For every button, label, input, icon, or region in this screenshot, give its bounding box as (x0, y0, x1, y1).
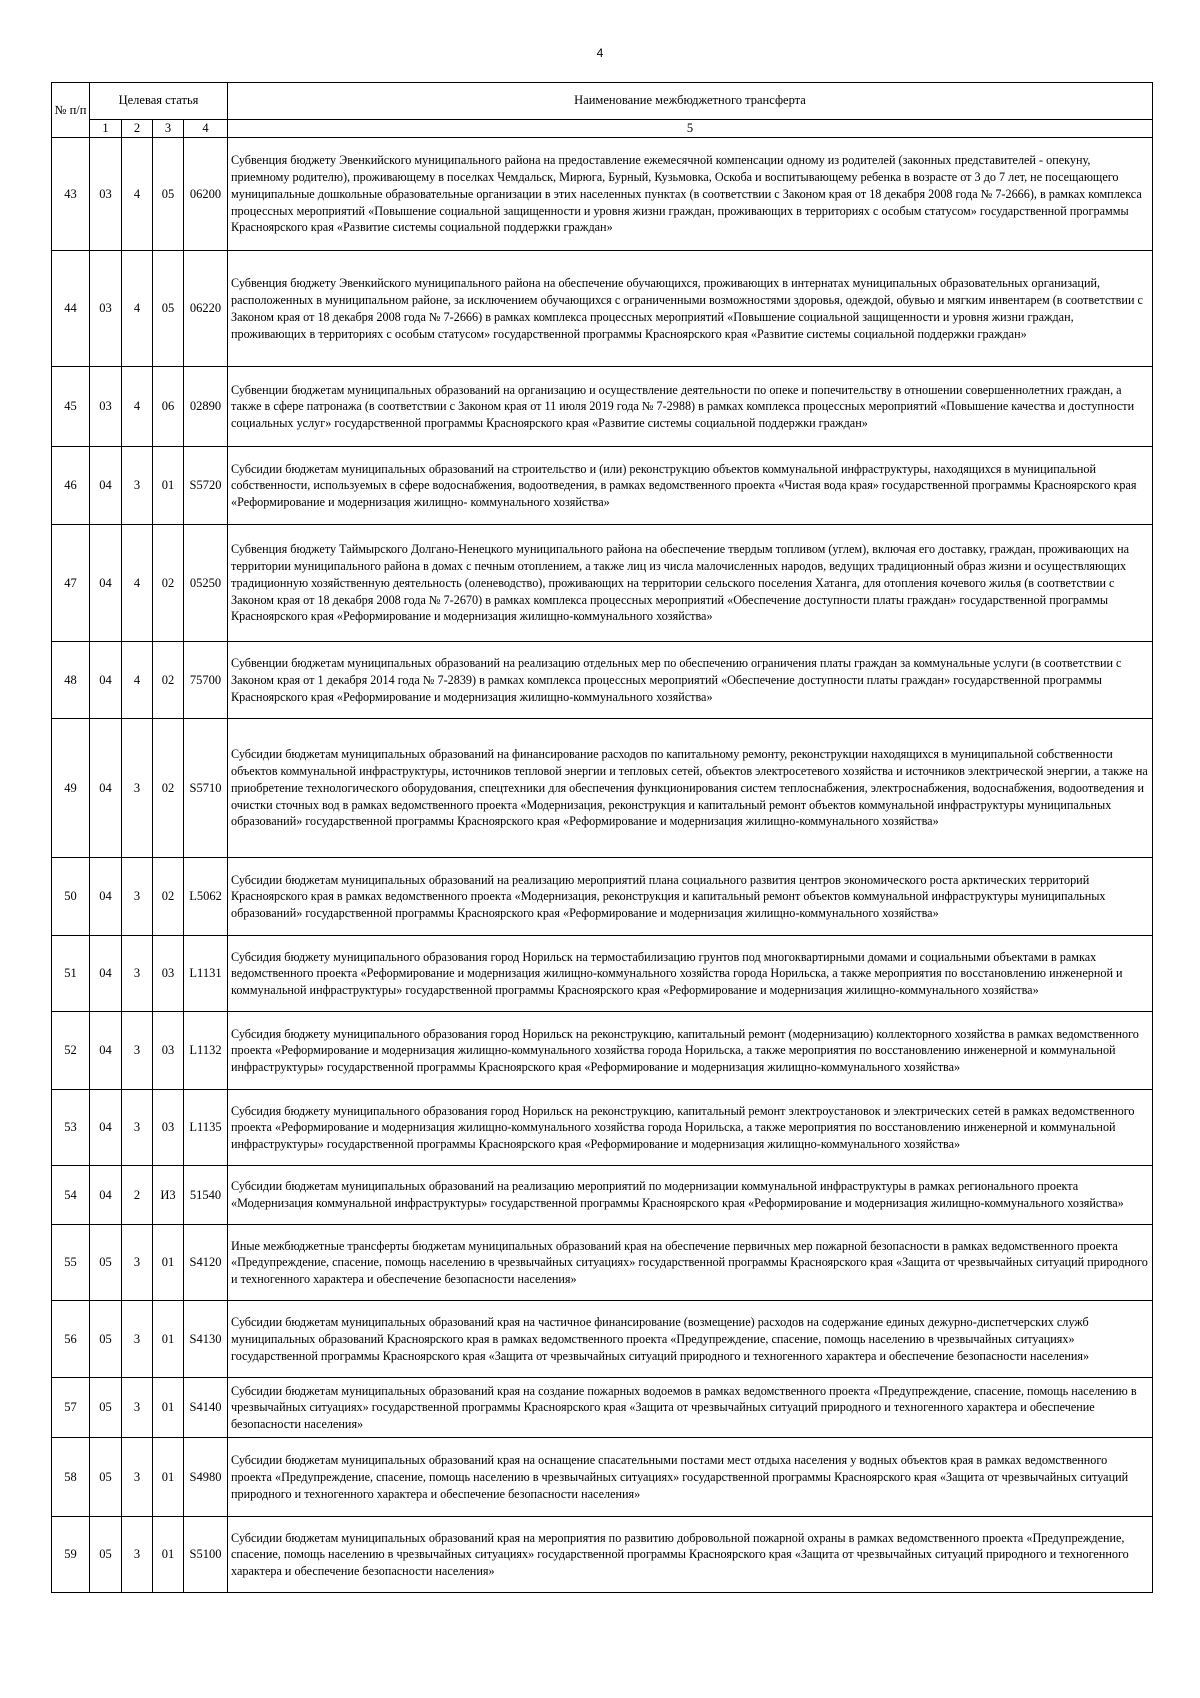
code-part-3: 01 (153, 1438, 184, 1517)
code-part-2: 4 (122, 138, 153, 251)
code-part-1: 03 (90, 138, 122, 251)
transfer-name: Субсидии бюджетам муниципальных образований на реализацию мероприятий по модернизации коммунальной инфраструктуры в рамках регионального проекта «Модернизация коммунальной инфраструктуры» государственной программы Красноярского края «Реформирование и модернизация жилищно-коммунального хозяйства» (228, 1166, 1153, 1225)
code-part-1: 04 (90, 719, 122, 858)
code-part-2: 3 (122, 447, 153, 525)
code-part-1: 05 (90, 1438, 122, 1517)
code-part-3: 01 (153, 447, 184, 525)
row-number: 53 (52, 1090, 90, 1166)
code-part-4: S5100 (184, 1517, 228, 1593)
row-number: 47 (52, 525, 90, 642)
code-part-2: 3 (122, 1012, 153, 1090)
table-row (52, 1166, 1153, 1225)
code-part-1: 04 (90, 1012, 122, 1090)
code-part-1: 04 (90, 447, 122, 525)
code-part-1: 03 (90, 251, 122, 367)
column-number: 3 (153, 120, 184, 138)
code-part-3: 05 (153, 251, 184, 367)
code-part-4: 51540 (184, 1166, 228, 1225)
column-number-row (52, 120, 1153, 138)
code-part-2: 3 (122, 858, 153, 936)
transfer-name: Субсидия бюджету муниципального образования город Норильск на термостабилизацию грунтов под многоквартирными домами и социальными объектами в рамках ведомственного проекта «Реформирование и модернизация жилищно-коммунального хозяйства города Норильска, а также мероприятия по восстановлению инженерной и коммунальной инфраструктуры» государственной программы Красноярского края «Реформирование и модернизация жилищно-коммунального хозяйства» (228, 936, 1153, 1012)
code-part-4: L1132 (184, 1012, 228, 1090)
transfer-name: Субвенции бюджетам муниципальных образований на организацию и осуществление деятельности по опеке и попечительству в отношении совершеннолетних граждан, а также в сфере патронажа (в соответствии с Законом края от 11 июля 2019 года № 7-2988) в рамках комплекса процессных мероприятий «Повышение качества и доступности социальных услуг» государственной программы Красноярского края «Развитие системы социальной поддержки граждан» (228, 367, 1153, 447)
transfer-name: Субсидия бюджету муниципального образования город Норильск на реконструкцию, капитальный ремонт (модернизацию) коллекторного хозяйства в рамках ведомственного проекта «Реформирование и модернизация жилищно-коммунального хозяйства города Норильска, а также мероприятия по восстановлению инженерной и коммунальной инфраструктуры» государственной программы Красноярского края «Реформирование и модернизация жилищно-коммунального хозяйства» (228, 1012, 1153, 1090)
transfer-name: Субвенции бюджетам муниципальных образований на реализацию отдельных мер по обеспечению ограничения платы граждан за коммунальные услуги (в соответствии с Законом края от 1 декабря 2014 года № 7-2839) в рамках комплекса процессных мероприятий «Обеспечение доступности платы граждан» государственной программы Красноярского края «Реформирование и модернизация жилищно-коммунального хозяйства» (228, 642, 1153, 719)
header-row (52, 83, 1153, 120)
transfer-name: Субсидии бюджетам муниципальных образований на реализацию мероприятий плана социального развития центров экономического роста арктических территорий Красноярского края в рамках ведомственного проекта «Модернизация, реконструкция и капитальный ремонт объектов коммунальной инфраструктуры муниципальных образований» государственной программы Красноярского края «Реформирование и модернизация жилищно-коммунального хозяйства» (228, 858, 1153, 936)
table-row (52, 1012, 1153, 1090)
transfer-name: Субсидии бюджетам муниципальных образований края на оснащение спасательными постами мест отдыха населения у водных объектов края в рамках ведомственного проекта «Предупреждение, спасение, помощь населению в чрезвычайных ситуациях» государственной программы Красноярского края «Защита от чрезвычайных ситуаций природного и техногенного характера и обеспечение безопасности населения» (228, 1438, 1153, 1517)
column-number: 1 (90, 120, 122, 138)
row-number: 56 (52, 1301, 90, 1378)
code-part-2: 3 (122, 1301, 153, 1378)
row-number: 50 (52, 858, 90, 936)
code-part-1: 04 (90, 525, 122, 642)
code-part-3: 01 (153, 1301, 184, 1378)
code-part-1: 03 (90, 367, 122, 447)
column-number: 4 (184, 120, 228, 138)
code-part-4: S5720 (184, 447, 228, 525)
code-part-4: 06220 (184, 251, 228, 367)
code-part-4: L5062 (184, 858, 228, 936)
table-row (52, 719, 1153, 858)
code-part-3: 05 (153, 138, 184, 251)
code-part-2: 3 (122, 1438, 153, 1517)
row-number: 52 (52, 1012, 90, 1090)
column-number: 2 (122, 120, 153, 138)
code-part-2: 3 (122, 719, 153, 858)
code-part-3: 01 (153, 1517, 184, 1593)
code-part-3: 02 (153, 525, 184, 642)
code-part-3: 01 (153, 1225, 184, 1301)
code-part-1: 04 (90, 858, 122, 936)
table-row (52, 1301, 1153, 1378)
code-part-2: 3 (122, 1517, 153, 1593)
target-article-header: Целевая статья (90, 83, 228, 120)
code-part-1: 05 (90, 1225, 122, 1301)
row-number: 57 (52, 1378, 90, 1438)
transfer-name: Субсидии бюджетам муниципальных образований на финансирование расходов по капитальному ремонту, реконструкции находящихся в муниципальной собственности объектов коммунальной инфраструктуры, источников тепловой энергии и тепловых сетей, объектов электросетевого хозяйства и источников электрической энергии, а также на приобретение технологического оборудования, спецтехники для обеспечения функционирования систем теплоснабжения, электроснабжения, водоснабжения, водоотведения и очистки сточных вод в рамках ведомственного проекта «Модернизация, реконструкция и капитальный ремонт объектов коммунальной инфраструктуры муниципальных образований» государственной программы Красноярского края «Реформирование и модернизация жилищно-коммунального хозяйства» (228, 719, 1153, 858)
code-part-4: L1135 (184, 1090, 228, 1166)
code-part-1: 05 (90, 1517, 122, 1593)
code-part-1: 04 (90, 1090, 122, 1166)
table-row (52, 525, 1153, 642)
table-row (52, 858, 1153, 936)
code-part-4: 06200 (184, 138, 228, 251)
code-part-4: 75700 (184, 642, 228, 719)
transfer-name: Субсидии бюджетам муниципальных образований на строительство и (или) реконструкцию объектов коммунальной инфраструктуры, находящихся в муниципальной собственности, используемых в сфере водоснабжения, водоотведения, в рамках ведомственного проекта «Чистая вода края» государственной программы Красноярского края «Реформирование и модернизация жилищно- коммунального хозяйства» (228, 447, 1153, 525)
code-part-3: 03 (153, 1012, 184, 1090)
row-number: 59 (52, 1517, 90, 1593)
code-part-2: 4 (122, 251, 153, 367)
row-number: 46 (52, 447, 90, 525)
row-number: 48 (52, 642, 90, 719)
code-part-3: 06 (153, 367, 184, 447)
code-part-3: 02 (153, 719, 184, 858)
row-number: 54 (52, 1166, 90, 1225)
transfers-table (51, 82, 1153, 1593)
transfer-name: Субсидии бюджетам муниципальных образований края на создание пожарных водоемов в рамках ведомственного проекта «Предупреждение, спасение, помощь населению в чрезвычайных ситуациях» государственной программы Красноярского края «Защита от чрезвычайных ситуаций природного и техногенного характера и обеспечение безопасности населения» (228, 1378, 1153, 1438)
name-header: Наименование межбюджетного трансферта (228, 83, 1153, 120)
code-part-2: 3 (122, 1378, 153, 1438)
transfer-name: Субсидия бюджету муниципального образования город Норильск на реконструкцию, капитальный ремонт электроустановок и электрических сетей в рамках ведомственного проекта «Реформирование и модернизация жилищно-коммунального хозяйства города Норильска, а также мероприятия по восстановлению инженерной и коммунальной инфраструктуры» государственной программы Красноярского края «Реформирование и модернизация жилищно-коммунального хозяйства» (228, 1090, 1153, 1166)
code-part-4: S4140 (184, 1378, 228, 1438)
transfer-name: Иные межбюджетные трансферты бюджетам муниципальных образований края на обеспечение первичных мер пожарной безопасности в рамках ведомственного проекта «Предупреждение, спасение, помощь населению в чрезвычайных ситуациях» государственной программы Красноярского края «Защита от чрезвычайных ситуаций природного и техногенного характера и обеспечение безопасности населения» (228, 1225, 1153, 1301)
row-number: 49 (52, 719, 90, 858)
transfer-name: Субвенция бюджету Эвенкийского муниципального района на обеспечение обучающихся, проживающих в интернатах муниципальных образовательных организаций, расположенных в муниципальном районе, за исключением обучающихся с ограниченными возможностями здоровья, одеждой, обувью и мягким инвентарем (в соответствии с Законом края от 18 декабря 2008 года № 7-2666) в рамках комплекса процессных мероприятий «Повышение социальной защищенности и уровня жизни граждан, проживающих в территориях с особым статусом» государственной программы Красноярского края «Развитие системы социальной поддержки граждан» (228, 251, 1153, 367)
table-row (52, 642, 1153, 719)
table-row (52, 138, 1153, 251)
code-part-1: 05 (90, 1378, 122, 1438)
code-part-2: 2 (122, 1166, 153, 1225)
code-part-1: 04 (90, 642, 122, 719)
table-row (52, 367, 1153, 447)
row-number: 58 (52, 1438, 90, 1517)
code-part-4: 02890 (184, 367, 228, 447)
code-part-4: S4980 (184, 1438, 228, 1517)
table-row (52, 251, 1153, 367)
transfer-name: Субвенция бюджету Эвенкийского муниципального района на предоставление ежемесячной компенсации одному из родителей (законных представителей - опекуну, приемному родителю), проживающему в поселках Чемдальск, Мирюга, Бурный, Кузьмовка, Оскоба и воспитывающему ребенка в возрасте от 3 до 7 лет, не посещающего муниципальные дошкольные образовательные организации в этих населенных пунктах (в соответствии с Законом края от 18 декабря 2008 года № 7-2666), в рамках комплекса процессных мероприятий «Повышение социальной защищенности и уровня жизни граждан, проживающих в территориях с особым статусом» государственной программы Красноярского края «Развитие системы социальной поддержки граждан» (228, 138, 1153, 251)
transfer-name: Субсидии бюджетам муниципальных образований края на мероприятия по развитию добровольной пожарной охраны в рамках ведомственного проекта «Предупреждение, спасение, помощь населению в чрезвычайных ситуациях» государственной программы Красноярского края «Защита от чрезвычайных ситуаций природного и техногенного характера и обеспечение безопасности населения» (228, 1517, 1153, 1593)
code-part-4: S4130 (184, 1301, 228, 1378)
row-number: 43 (52, 138, 90, 251)
row-number: 45 (52, 367, 90, 447)
code-part-3: 02 (153, 858, 184, 936)
code-part-4: 05250 (184, 525, 228, 642)
table-row (52, 1225, 1153, 1301)
table-row (52, 936, 1153, 1012)
transfer-name: Субсидии бюджетам муниципальных образований края на частичное финансирование (возмещение) расходов на содержание единых дежурно-диспетчерских служб муниципальных образований Красноярского края в рамках ведомственного проекта «Предупреждение, спасение, помощь населению в чрезвычайных ситуациях» государственной программы Красноярского края «Защита от чрезвычайных ситуаций природного и техногенного характера и обеспечение безопасности населения» (228, 1301, 1153, 1378)
code-part-2: 3 (122, 936, 153, 1012)
code-part-4: S4120 (184, 1225, 228, 1301)
transfer-name: Субвенция бюджету Таймырского Долгано-Ненецкого муниципального района на обеспечение твердым топливом (углем), включая его доставку, граждан, проживающих на территории муниципального района в домах с печным отоплением, а также лиц из числа малочисленных народов, ведущих традиционный образ жизни и осуществляющих традиционную хозяйственную деятельность (оленеводство), проживающих на территории сельского поселения Хатанга, для отопления кочевого жилья (в соответствии с Законом края от 18 декабря 2008 года № 7-2670) в рамках комплекса процессных мероприятий «Обеспечение доступности платы граждан» государственной программы Красноярского края «Реформирование и модернизация жилищно-коммунального хозяйства» (228, 525, 1153, 642)
code-part-2: 3 (122, 1225, 153, 1301)
code-part-3: 03 (153, 936, 184, 1012)
column-number: 5 (228, 120, 1153, 138)
page-number: 4 (596, 46, 604, 60)
code-part-2: 3 (122, 1090, 153, 1166)
code-part-1: 04 (90, 936, 122, 1012)
code-part-3: 03 (153, 1090, 184, 1166)
table-row (52, 1090, 1153, 1166)
code-part-3: И3 (153, 1166, 184, 1225)
code-part-2: 4 (122, 367, 153, 447)
code-part-3: 01 (153, 1378, 184, 1438)
row-number: 55 (52, 1225, 90, 1301)
code-part-4: S5710 (184, 719, 228, 858)
num-header: № п/п (52, 83, 90, 138)
code-part-2: 4 (122, 525, 153, 642)
code-part-1: 04 (90, 1166, 122, 1225)
table-row (52, 1517, 1153, 1593)
row-number: 51 (52, 936, 90, 1012)
table-row (52, 1378, 1153, 1438)
code-part-4: L1131 (184, 936, 228, 1012)
code-part-2: 4 (122, 642, 153, 719)
code-part-3: 02 (153, 642, 184, 719)
table-row (52, 447, 1153, 525)
row-number: 44 (52, 251, 90, 367)
code-part-1: 05 (90, 1301, 122, 1378)
table-row (52, 1438, 1153, 1517)
